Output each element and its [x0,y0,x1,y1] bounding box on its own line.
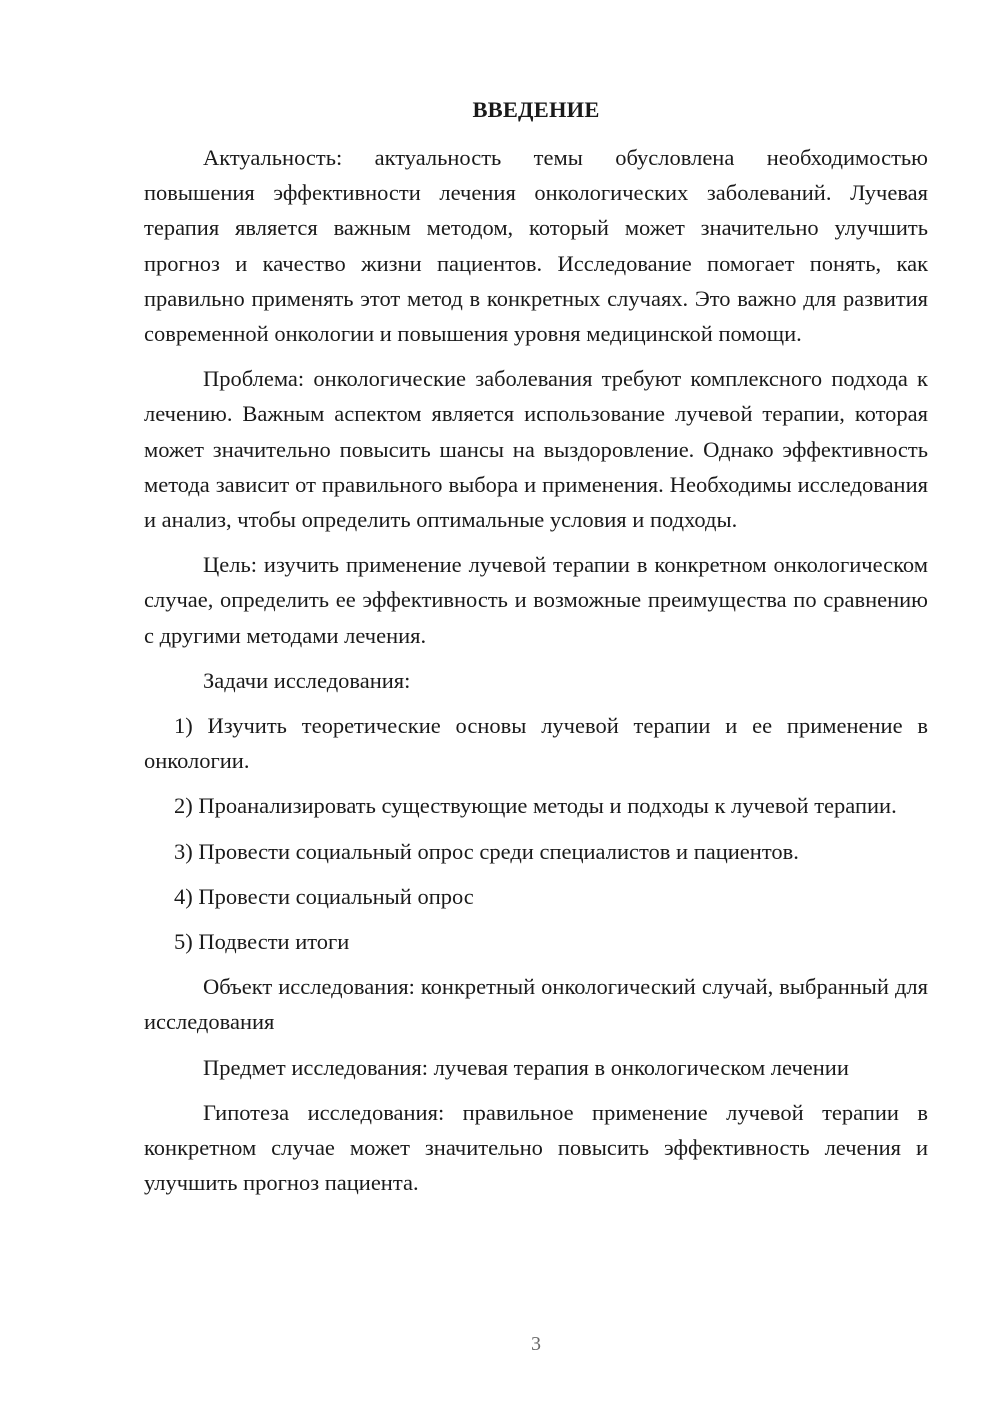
object-paragraph: Объект исследования: конкретный онкологический случай, выбранный для исследования [144,974,928,1035]
task-item-4: 4) Провести социальный опрос [174,883,474,909]
tasks-heading: Задачи исследования: [203,667,411,693]
task-item-3: 3) Провести социальный опрос среди специалистов и пациентов. [174,838,799,864]
problem-paragraph: Проблема: онкологические заболевания требуют комплексного подхода к лечению. Важным аспектом является использование лучевой терапии, которая может значительно повысить шансы на выздоровление. Однако эффективность метода зависит от правильного выбора и применения. Необходимы исследования и анализ, чтобы определить оптимальные условия и подходы. [144,366,928,533]
subject-paragraph: Предмет исследования: лучевая терапия в онкологическом лечении [203,1054,849,1080]
task-item-1: 1) Изучить теоретические основы лучевой терапии и ее применение в онкологии. [144,713,928,774]
task-item-5: 5) Подвести итоги [174,929,350,955]
page-number: 3 [531,1333,541,1355]
document-page [144,92,928,1210]
goal-paragraph: Цель: изучить применение лучевой терапии в конкретном онкологическом случае, определить ее эффективность и возможные преимущества по сравнению с другими методами лечения. [144,552,928,648]
task-item-2: 2) Проанализировать существующие методы и подходы к лучевой терапии. [174,793,897,819]
relevance-paragraph: Актуальность: актуальность темы обусловлена необходимостью повышения эффективности лечения онкологических заболеваний. Лучевая терапия является важным методом, который может значительно улучшить прогноз и качество жизни пациентов. Исследование помогает понять, как правильно применять этот метод в конкретных случаях. Это важно для развития современной онкологии и повышения уровня медицинской помощи. [144,145,928,347]
page-title: ВВЕДЕНИЕ [472,97,600,122]
hypothesis-paragraph: Гипотеза исследования: правильное применение лучевой терапии в конкретном случае может значительно повысить эффективность лечения и улучшить прогноз пациента. [144,1099,928,1196]
